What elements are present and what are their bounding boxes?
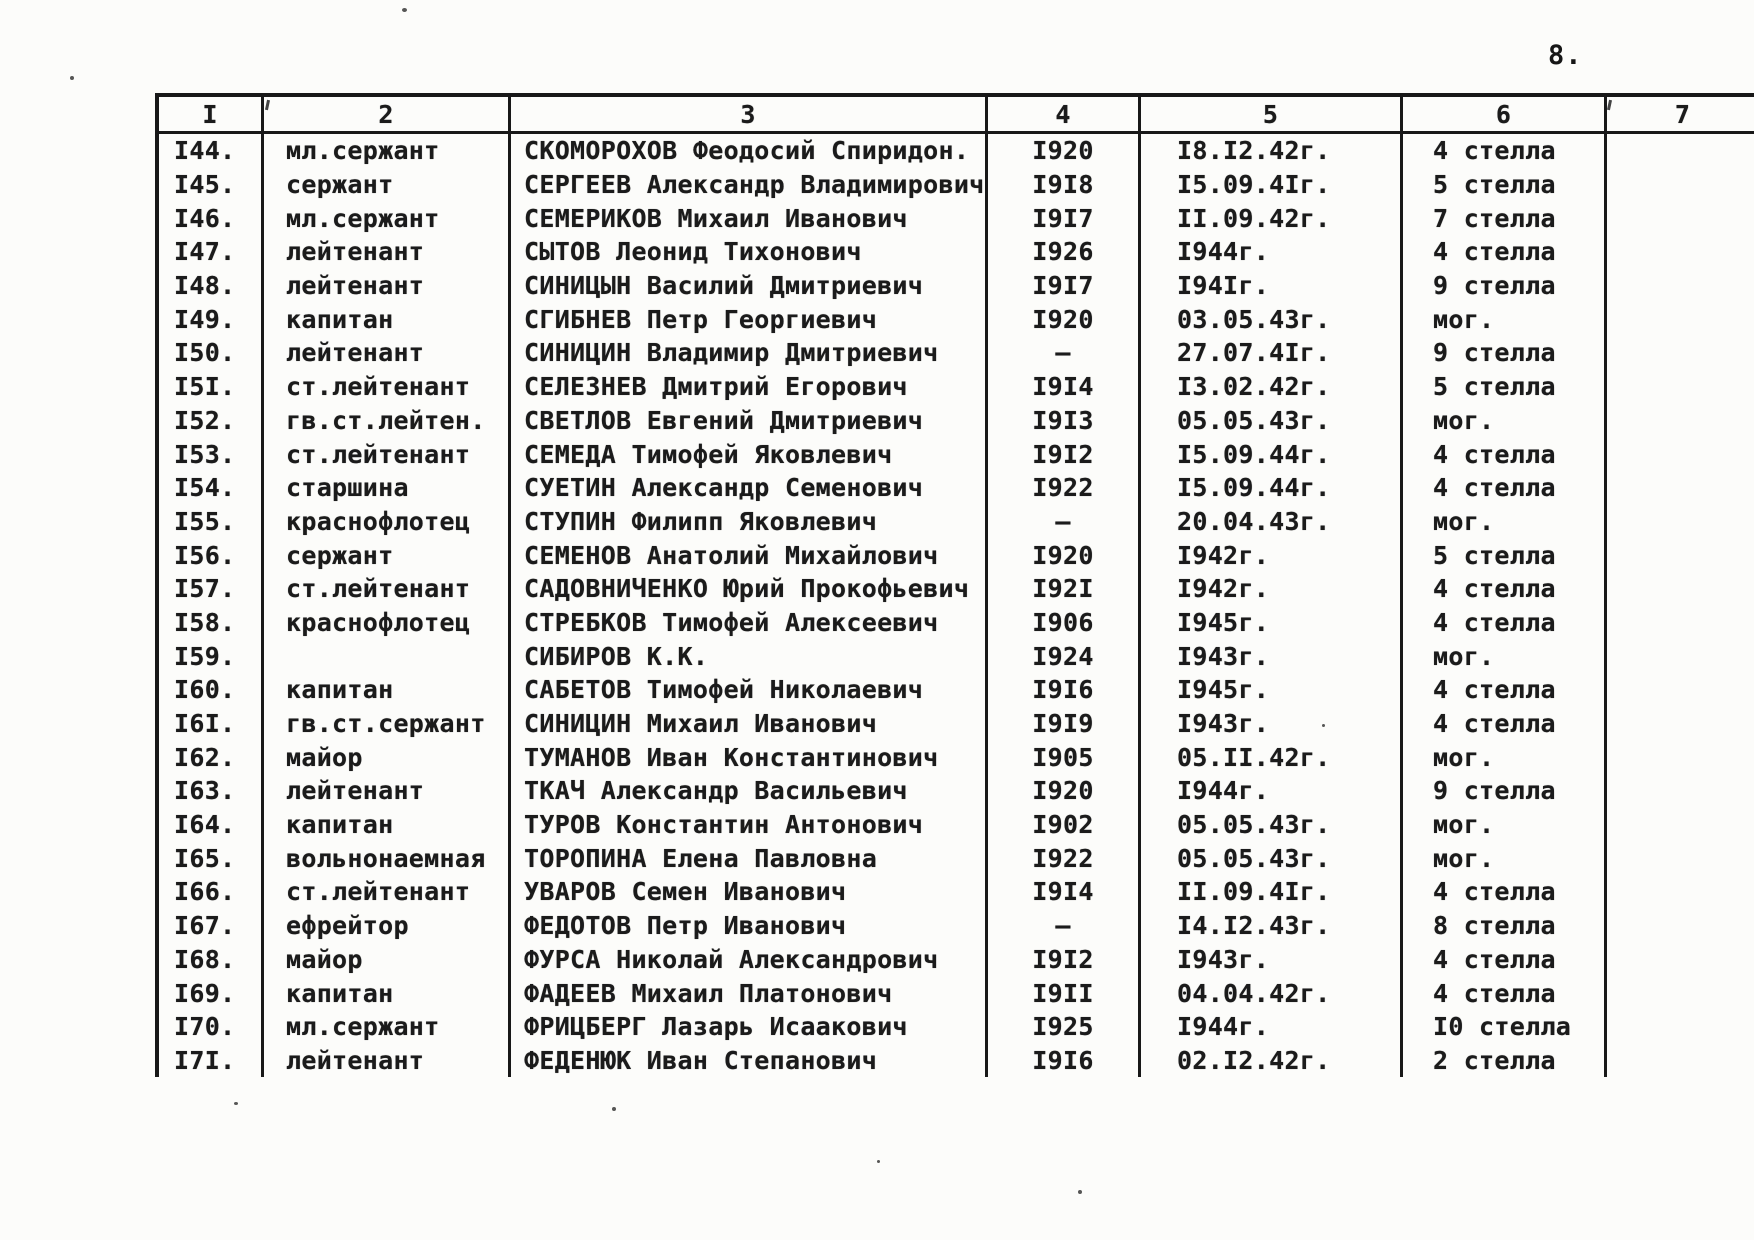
rank-cell: старшина <box>264 471 511 505</box>
birth-year-cell: I9I7 <box>988 269 1141 303</box>
birth-year-cell: I924 <box>988 639 1141 673</box>
birth-year-cell: I9I7 <box>988 201 1141 235</box>
death-date-cell: I945г. <box>1141 606 1403 640</box>
row-number-cell: I53. <box>159 437 264 471</box>
empty-cell <box>1607 336 1754 370</box>
birth-year-cell: I9I4 <box>988 370 1141 404</box>
rank-cell: капитан <box>264 673 511 707</box>
empty-cell <box>1607 673 1754 707</box>
grave-cell: 5 стелла <box>1403 538 1607 572</box>
row-number-cell: I66. <box>159 875 264 909</box>
column-header-4: 4 <box>988 97 1141 131</box>
name-cell: СЫТОВ Леонид Тихонович <box>511 235 988 269</box>
table-row <box>155 370 1754 404</box>
birth-year-cell: I922 <box>988 841 1141 875</box>
empty-cell <box>1607 841 1754 875</box>
rank-cell: капитан <box>264 808 511 842</box>
rank-cell: лейтенант <box>264 235 511 269</box>
row-number-cell: I57. <box>159 572 264 606</box>
row-number-cell: I55. <box>159 505 264 539</box>
rank-cell: лейтенант <box>264 336 511 370</box>
name-cell: СЕЛЕЗНЕВ Дмитрий Егорович <box>511 370 988 404</box>
name-cell: СИБИРОВ К.К. <box>511 639 988 673</box>
empty-cell <box>1607 1010 1754 1044</box>
table-row <box>155 404 1754 438</box>
empty-cell <box>1607 572 1754 606</box>
rank-cell: вольнонаемная <box>264 841 511 875</box>
page-number: 8. <box>1548 40 1583 71</box>
table-row <box>155 505 1754 539</box>
table-row <box>155 841 1754 875</box>
name-cell: СТРЕБКОВ Тимофей Алексеевич <box>511 606 988 640</box>
row-number-cell: I52. <box>159 404 264 438</box>
row-number-cell: I48. <box>159 269 264 303</box>
name-cell: СЕРГЕЕВ Александр Владимирович <box>511 168 988 202</box>
column-header-3: 3 <box>511 97 988 131</box>
birth-year-cell: I920 <box>988 134 1141 168</box>
name-cell: ФУРСА Николай Александрович <box>511 943 988 977</box>
empty-cell <box>1607 302 1754 336</box>
column-header-1: I <box>159 97 264 131</box>
row-number-cell: I45. <box>159 168 264 202</box>
row-number-cell: I64. <box>159 808 264 842</box>
name-cell: СКОМОРОХОВ Феодосий Спиридон. <box>511 134 988 168</box>
death-date-cell: I943г. <box>1141 707 1403 741</box>
personnel-burial-table <box>155 93 1754 1077</box>
table-row <box>155 875 1754 909</box>
rank-cell: мл.сержант <box>264 201 511 235</box>
empty-cell <box>1607 235 1754 269</box>
name-cell: ТКАЧ Александр Васильевич <box>511 774 988 808</box>
rank-cell: гв.ст.сержант <box>264 707 511 741</box>
death-date-cell: 20.04.43г. <box>1141 505 1403 539</box>
table-row <box>155 1010 1754 1044</box>
name-cell: ФАДЕЕВ Михаил Платонович <box>511 976 988 1010</box>
birth-year-cell: I906 <box>988 606 1141 640</box>
grave-cell: 4 стелла <box>1403 673 1607 707</box>
rank-cell: ефрейтор <box>264 909 511 943</box>
row-number-cell: I44. <box>159 134 264 168</box>
death-date-cell: I943г. <box>1141 943 1403 977</box>
grave-cell: I0 стелла <box>1403 1010 1607 1044</box>
name-cell: СЕМЕДА Тимофей Яковлевич <box>511 437 988 471</box>
empty-cell <box>1607 538 1754 572</box>
rank-cell: краснофлотец <box>264 505 511 539</box>
row-number-cell: I70. <box>159 1010 264 1044</box>
row-number-cell: I58. <box>159 606 264 640</box>
death-date-cell: II.09.42г. <box>1141 201 1403 235</box>
empty-cell <box>1607 269 1754 303</box>
rank-cell: капитан <box>264 302 511 336</box>
scan-speck <box>1078 1190 1082 1194</box>
name-cell: ФРИЦБЕРГ Лазарь Исаакович <box>511 1010 988 1044</box>
birth-year-cell: I9I9 <box>988 707 1141 741</box>
rank-cell: майор <box>264 943 511 977</box>
birth-year-cell: – <box>988 336 1141 370</box>
scan-speck <box>402 8 407 12</box>
death-date-cell: 02.I2.42г. <box>1141 1044 1403 1078</box>
rank-cell: краснофлотец <box>264 606 511 640</box>
row-number-cell: I67. <box>159 909 264 943</box>
empty-cell <box>1607 909 1754 943</box>
name-cell: СГИБНЕВ Петр Георгиевич <box>511 302 988 336</box>
death-date-cell: 03.05.43г. <box>1141 302 1403 336</box>
birth-year-cell: I92I <box>988 572 1141 606</box>
death-date-cell: I943г. <box>1141 639 1403 673</box>
death-date-cell: I5.09.44г. <box>1141 471 1403 505</box>
rank-cell: мл.сержант <box>264 134 511 168</box>
row-number-cell: I54. <box>159 471 264 505</box>
death-date-cell: I944г. <box>1141 1010 1403 1044</box>
column-header-2: 2 <box>264 97 511 131</box>
birth-year-cell: I9I2 <box>988 437 1141 471</box>
name-cell: ТОРОПИНА Елена Павловна <box>511 841 988 875</box>
empty-cell <box>1607 168 1754 202</box>
death-date-cell: II.09.4Iг. <box>1141 875 1403 909</box>
rank-cell: мл.сержант <box>264 1010 511 1044</box>
death-date-cell: 27.07.4Iг. <box>1141 336 1403 370</box>
table-row <box>155 774 1754 808</box>
rank-cell: лейтенант <box>264 774 511 808</box>
rank-cell: сержант <box>264 538 511 572</box>
name-cell: СЕМЕРИКОВ Михаил Иванович <box>511 201 988 235</box>
rank-cell: ст.лейтенант <box>264 370 511 404</box>
death-date-cell: I942г. <box>1141 572 1403 606</box>
row-number-cell: I60. <box>159 673 264 707</box>
grave-cell: 7 стелла <box>1403 201 1607 235</box>
empty-cell <box>1607 404 1754 438</box>
column-header-5: 5 <box>1141 97 1403 131</box>
scan-speck <box>612 1107 616 1111</box>
grave-cell: мог. <box>1403 808 1607 842</box>
table-row <box>155 437 1754 471</box>
empty-cell <box>1607 875 1754 909</box>
table-row <box>155 707 1754 741</box>
name-cell: СЕМЕНОВ Анатолий Михайлович <box>511 538 988 572</box>
row-number-cell: I50. <box>159 336 264 370</box>
table-row <box>155 976 1754 1010</box>
name-cell: СИНИЦЫН Василий Дмитриевич <box>511 269 988 303</box>
empty-cell <box>1607 707 1754 741</box>
table-row <box>155 808 1754 842</box>
birth-year-cell: I922 <box>988 471 1141 505</box>
grave-cell: мог. <box>1403 302 1607 336</box>
rank-cell: сержант <box>264 168 511 202</box>
scan-speck <box>1322 724 1325 727</box>
grave-cell: 9 стелла <box>1403 774 1607 808</box>
birth-year-cell: I9I6 <box>988 673 1141 707</box>
rank-cell: гв.ст.лейтен. <box>264 404 511 438</box>
death-date-cell: I3.02.42г. <box>1141 370 1403 404</box>
table-row <box>155 302 1754 336</box>
table-row <box>155 639 1754 673</box>
row-number-cell: I68. <box>159 943 264 977</box>
empty-cell <box>1607 370 1754 404</box>
grave-cell: 9 стелла <box>1403 269 1607 303</box>
birth-year-cell: I9I3 <box>988 404 1141 438</box>
empty-cell <box>1607 606 1754 640</box>
grave-cell: 4 стелла <box>1403 875 1607 909</box>
birth-year-cell: – <box>988 909 1141 943</box>
scan-speck <box>877 1160 880 1163</box>
empty-cell <box>1607 437 1754 471</box>
birth-year-cell: I925 <box>988 1010 1141 1044</box>
death-date-cell: 05.05.43г. <box>1141 808 1403 842</box>
row-number-cell: I63. <box>159 774 264 808</box>
row-number-cell: I65. <box>159 841 264 875</box>
row-number-cell: I69. <box>159 976 264 1010</box>
name-cell: УВАРОВ Семен Иванович <box>511 875 988 909</box>
death-date-cell: I942г. <box>1141 538 1403 572</box>
rank-cell: ст.лейтенант <box>264 875 511 909</box>
death-date-cell: 04.04.42г. <box>1141 976 1403 1010</box>
birth-year-cell: I920 <box>988 538 1141 572</box>
rank-cell: лейтенант <box>264 1044 511 1078</box>
rank-cell: капитан <box>264 976 511 1010</box>
grave-cell: 4 стелла <box>1403 606 1607 640</box>
row-number-cell: I49. <box>159 302 264 336</box>
death-date-cell: I944г. <box>1141 235 1403 269</box>
empty-cell <box>1607 943 1754 977</box>
empty-cell <box>1607 505 1754 539</box>
table-row <box>155 943 1754 977</box>
grave-cell: 4 стелла <box>1403 572 1607 606</box>
table-header-row <box>155 93 1754 134</box>
death-date-cell: I945г. <box>1141 673 1403 707</box>
name-cell: СТУПИН Филипп Яковлевич <box>511 505 988 539</box>
table-row <box>155 673 1754 707</box>
row-number-cell: I62. <box>159 740 264 774</box>
grave-cell: мог. <box>1403 639 1607 673</box>
row-number-cell: I6I. <box>159 707 264 741</box>
empty-cell <box>1607 1044 1754 1078</box>
grave-cell: мог. <box>1403 841 1607 875</box>
empty-cell <box>1607 976 1754 1010</box>
empty-cell <box>1607 201 1754 235</box>
scan-speck <box>234 1102 238 1105</box>
name-cell: СВЕТЛОВ Евгений Дмитриевич <box>511 404 988 438</box>
name-cell: СИНИЦИН Владимир Дмитриевич <box>511 336 988 370</box>
grave-cell: 4 стелла <box>1403 437 1607 471</box>
death-date-cell: I5.09.4Iг. <box>1141 168 1403 202</box>
death-date-cell: 05.05.43г. <box>1141 841 1403 875</box>
name-cell: ТУРОВ Константин Антонович <box>511 808 988 842</box>
empty-cell <box>1607 740 1754 774</box>
row-number-cell: I46. <box>159 201 264 235</box>
empty-cell <box>1607 639 1754 673</box>
grave-cell: мог. <box>1403 740 1607 774</box>
rank-cell: лейтенант <box>264 269 511 303</box>
row-number-cell: I5I. <box>159 370 264 404</box>
death-date-cell: I944г. <box>1141 774 1403 808</box>
row-number-cell: I56. <box>159 538 264 572</box>
death-date-cell: I5.09.44г. <box>1141 437 1403 471</box>
grave-cell: мог. <box>1403 404 1607 438</box>
table-row <box>155 1044 1754 1078</box>
birth-year-cell: – <box>988 505 1141 539</box>
empty-cell <box>1607 471 1754 505</box>
table-body <box>155 134 1754 1077</box>
rank-cell: майор <box>264 740 511 774</box>
birth-year-cell: I920 <box>988 774 1141 808</box>
name-cell: САБЕТОВ Тимофей Николаевич <box>511 673 988 707</box>
name-cell: СУЕТИН Александр Семенович <box>511 471 988 505</box>
grave-cell: 4 стелла <box>1403 976 1607 1010</box>
name-cell: СИНИЦИН Михаил Иванович <box>511 707 988 741</box>
scan-speck <box>70 76 74 80</box>
birth-year-cell: I926 <box>988 235 1141 269</box>
grave-cell: 4 стелла <box>1403 134 1607 168</box>
death-date-cell: 05.05.43г. <box>1141 404 1403 438</box>
table-row <box>155 134 1754 168</box>
birth-year-cell: I9I6 <box>988 1044 1141 1078</box>
birth-year-cell: I9I4 <box>988 875 1141 909</box>
name-cell: ФЕДОТОВ Петр Иванович <box>511 909 988 943</box>
empty-cell <box>1607 134 1754 168</box>
grave-cell: 4 стелла <box>1403 707 1607 741</box>
birth-year-cell: I9I8 <box>988 168 1141 202</box>
table-row <box>155 336 1754 370</box>
column-header-7: 7 <box>1674 99 1691 129</box>
death-date-cell: 05.II.42г. <box>1141 740 1403 774</box>
birth-year-cell: I905 <box>988 740 1141 774</box>
table-row <box>155 168 1754 202</box>
death-date-cell: I94Iг. <box>1141 269 1403 303</box>
empty-cell <box>1607 808 1754 842</box>
empty-cell <box>1607 774 1754 808</box>
birth-year-cell: I920 <box>988 302 1141 336</box>
birth-year-cell: I9I2 <box>988 943 1141 977</box>
table-row <box>155 909 1754 943</box>
grave-cell: 4 стелла <box>1403 235 1607 269</box>
death-date-cell: I4.I2.43г. <box>1141 909 1403 943</box>
table-row <box>155 538 1754 572</box>
table-row <box>155 471 1754 505</box>
row-number-cell: I7I. <box>159 1044 264 1078</box>
row-number-cell: I59. <box>159 639 264 673</box>
table-row <box>155 606 1754 640</box>
grave-cell: 5 стелла <box>1403 168 1607 202</box>
row-number-cell: I47. <box>159 235 264 269</box>
table-row <box>155 572 1754 606</box>
death-date-cell: I8.I2.42г. <box>1141 134 1403 168</box>
name-cell: ТУМАНОВ Иван Константинович <box>511 740 988 774</box>
grave-cell: 9 стелла <box>1403 336 1607 370</box>
grave-cell: мог. <box>1403 505 1607 539</box>
birth-year-cell: I9II <box>988 976 1141 1010</box>
grave-cell: 8 стелла <box>1403 909 1607 943</box>
table-row <box>155 201 1754 235</box>
name-cell: ФЕДЕНЮК Иван Степанович <box>511 1044 988 1078</box>
table-row <box>155 235 1754 269</box>
birth-year-cell: I902 <box>988 808 1141 842</box>
rank-cell: ст.лейтенант <box>264 437 511 471</box>
name-cell: САДОВНИЧЕНКО Юрий Прокофьевич <box>511 572 988 606</box>
table-row <box>155 740 1754 774</box>
column-header-6: 6 <box>1403 97 1607 131</box>
grave-cell: 5 стелла <box>1403 370 1607 404</box>
grave-cell: 4 стелла <box>1403 943 1607 977</box>
rank-cell <box>264 639 511 673</box>
grave-cell: 4 стелла <box>1403 471 1607 505</box>
grave-cell: 2 стелла <box>1403 1044 1607 1078</box>
rank-cell: ст.лейтенант <box>264 572 511 606</box>
table-row <box>155 269 1754 303</box>
